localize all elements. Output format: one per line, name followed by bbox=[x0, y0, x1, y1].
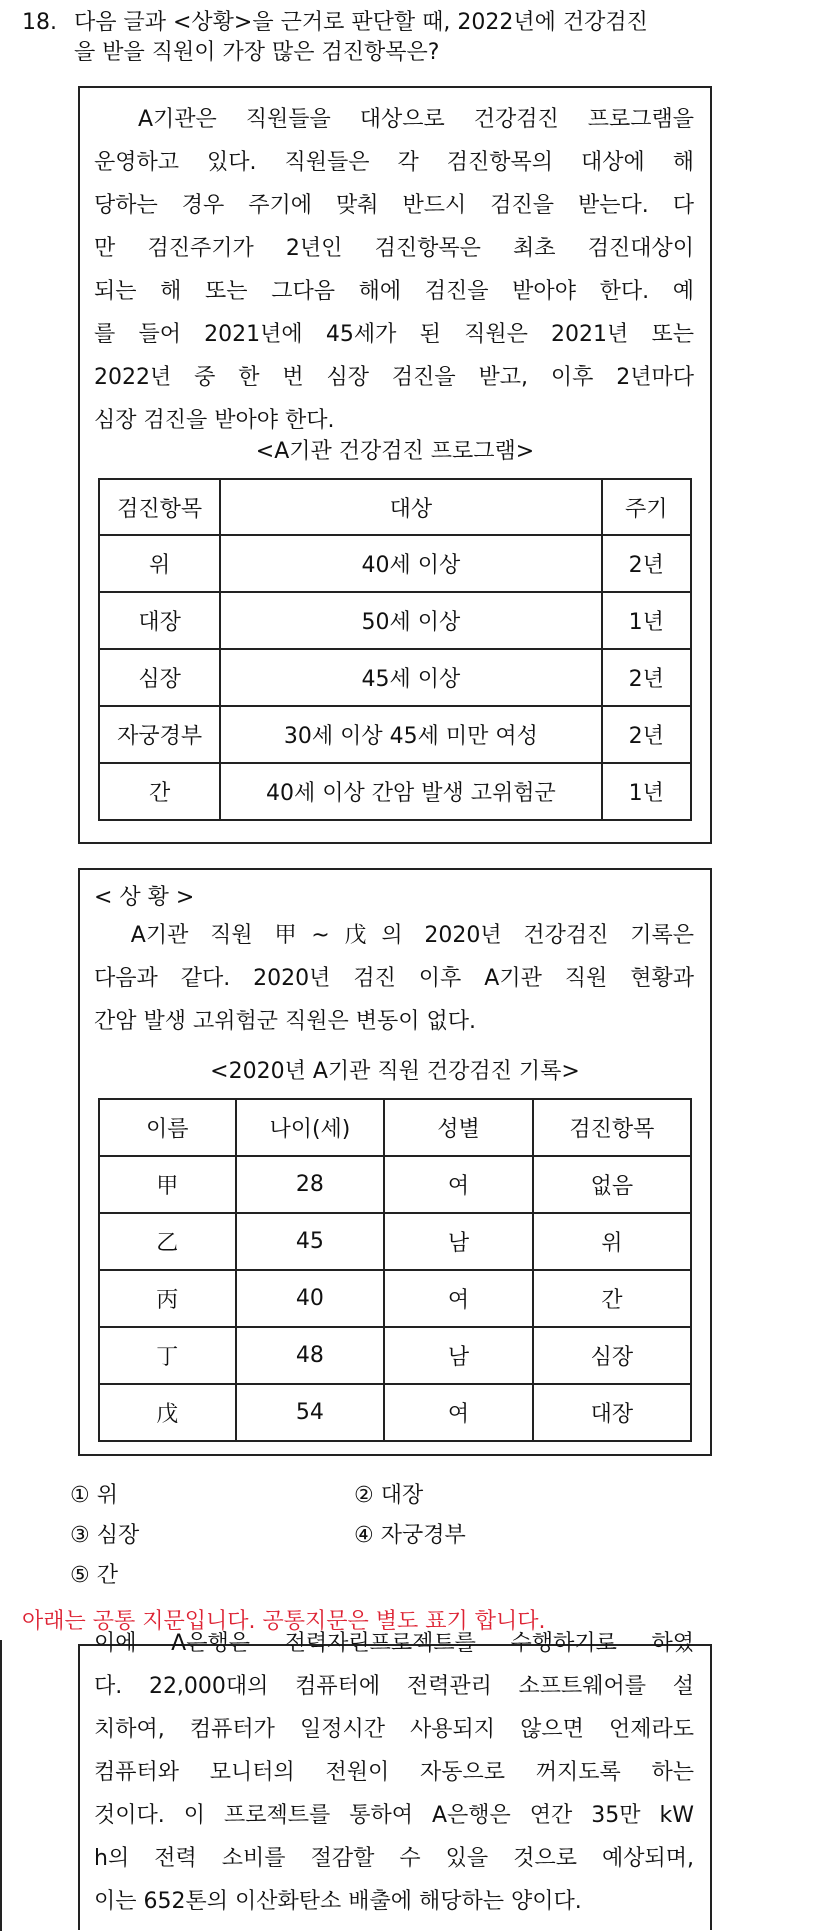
table-header-cell: 검진항목 bbox=[533, 1099, 691, 1156]
table-cell: 50세 이상 bbox=[220, 592, 601, 649]
choice-4[interactable]: ④ 자궁경부 bbox=[354, 1523, 466, 1548]
choice-1[interactable]: ① 위 bbox=[70, 1483, 118, 1508]
table-row bbox=[99, 1156, 691, 1213]
table-header-cell: 대상 bbox=[220, 479, 601, 535]
left-border-line bbox=[0, 1640, 2, 1931]
table-cell: 1년 bbox=[602, 592, 692, 649]
question-line-1: 다음 글과 <상황>을 근거로 판단할 때, 2022년에 건강검진 bbox=[74, 10, 648, 35]
common-passage-line: h의 전력 소비를 절감할 수 있을 것으로 예상되며, bbox=[94, 1846, 694, 1871]
table-cell: 30세 이상 45세 미만 여성 bbox=[220, 706, 601, 763]
table-cell: 위 bbox=[533, 1213, 691, 1270]
passage-line: 심장 검진을 받아야 한다. bbox=[94, 408, 335, 433]
table-cell: 乙 bbox=[99, 1213, 236, 1270]
common-passage-line: 컴퓨터와 모니터의 전원이 자동으로 꺼지도록 하는 bbox=[94, 1760, 694, 1785]
table-row bbox=[99, 592, 691, 649]
table-row bbox=[99, 1213, 691, 1270]
table-cell: 간 bbox=[533, 1270, 691, 1327]
table-cell: 戊 bbox=[99, 1384, 236, 1441]
record-table bbox=[98, 1098, 692, 1442]
passage-line: 되는 해 또는 그다음 해에 검진을 받아야 한다. 예 bbox=[94, 279, 694, 304]
table-cell: 45세 이상 bbox=[220, 649, 601, 706]
table-cell: 대장 bbox=[99, 592, 220, 649]
table-cell: 40세 이상 bbox=[220, 535, 601, 592]
question-line-2: 을 받을 직원이 가장 많은 검진항목은? bbox=[74, 40, 440, 65]
passage-line: 운영하고 있다. 직원들은 각 검진항목의 대상에 해 bbox=[94, 150, 694, 175]
table-header-row bbox=[99, 479, 691, 535]
common-passage-line: 치하여, 컴퓨터가 일정시간 사용되지 않으면 언제라도 bbox=[94, 1717, 694, 1742]
table-cell: 45 bbox=[236, 1213, 385, 1270]
choice-5[interactable]: ⑤ 간 bbox=[70, 1563, 118, 1588]
table-cell: 甲 bbox=[99, 1156, 236, 1213]
table-cell: 2년 bbox=[602, 535, 692, 592]
table-row bbox=[99, 649, 691, 706]
program-table bbox=[98, 478, 692, 821]
common-passage-box bbox=[78, 1631, 712, 1930]
record-table-caption: <2020년 A기관 직원 건강검진 기록> bbox=[210, 1059, 580, 1084]
passage-box bbox=[78, 86, 712, 844]
situation-line: 다음과 같다. 2020년 검진 이후 A기관 직원 현황과 bbox=[94, 966, 694, 991]
passage-text bbox=[94, 98, 694, 442]
table-cell: 위 bbox=[99, 535, 220, 592]
table-row bbox=[99, 535, 691, 592]
table-cell: 남 bbox=[384, 1327, 532, 1384]
table-row bbox=[99, 1384, 691, 1441]
passage-line: 2022년 중 한 번 심장 검진을 받고, 이후 2년마다 bbox=[94, 365, 694, 390]
table-row bbox=[99, 763, 691, 820]
table-cell: 여 bbox=[384, 1270, 532, 1327]
table-cell: 28 bbox=[236, 1156, 385, 1213]
table-row bbox=[99, 1270, 691, 1327]
common-passage-line: 이에 A은행은 전력자린프로젝트를 수행하기로 하였 bbox=[94, 1631, 694, 1656]
table-cell: 1년 bbox=[602, 763, 692, 820]
table-cell: 48 bbox=[236, 1327, 385, 1384]
table-cell: 2년 bbox=[602, 649, 692, 706]
table-cell: 심장 bbox=[533, 1327, 691, 1384]
situation-line: A기관 직원 甲~戊의 2020년 건강검진 기록은 bbox=[94, 923, 694, 948]
table-cell: 대장 bbox=[533, 1384, 691, 1441]
passage-line: 를 들어 2021년에 45세가 된 직원은 2021년 또는 bbox=[94, 322, 694, 347]
situation-box bbox=[78, 868, 712, 1456]
situation-text bbox=[94, 914, 694, 1043]
table-cell: 54 bbox=[236, 1384, 385, 1441]
passage-line: A기관은 직원들을 대상으로 건강검진 프로그램을 bbox=[94, 107, 694, 132]
passage-line: 만 검진주기가 2년인 검진항목은 최초 검진대상이 bbox=[94, 236, 694, 261]
common-passage-text bbox=[94, 1622, 694, 1923]
table-header-cell: 성별 bbox=[384, 1099, 532, 1156]
table-cell: 2년 bbox=[602, 706, 692, 763]
table-cell: 40 bbox=[236, 1270, 385, 1327]
table-row bbox=[99, 1327, 691, 1384]
table-row bbox=[99, 706, 691, 763]
common-passage-notice: 아래는 공통 지문입니다. 공통지문은 별도 표기 합니다. bbox=[22, 1609, 546, 1634]
table-cell: 심장 bbox=[99, 649, 220, 706]
choice-2[interactable]: ② 대장 bbox=[354, 1483, 424, 1508]
situation-heading: < 상 황 > bbox=[94, 885, 195, 910]
table-cell: 남 bbox=[384, 1213, 532, 1270]
question-text bbox=[74, 8, 794, 68]
table-header-cell: 이름 bbox=[99, 1099, 236, 1156]
question-number: 18. bbox=[22, 10, 57, 35]
table-cell: 여 bbox=[384, 1156, 532, 1213]
table-header-cell: 주기 bbox=[602, 479, 692, 535]
table-cell: 자궁경부 bbox=[99, 706, 220, 763]
table-cell: 없음 bbox=[533, 1156, 691, 1213]
passage-line: 당하는 경우 주기에 맞춰 반드시 검진을 받는다. 다 bbox=[94, 193, 694, 218]
table-header-cell: 나이(세) bbox=[236, 1099, 385, 1156]
program-table-caption: <A기관 건강검진 프로그램> bbox=[255, 439, 535, 464]
table-cell: 간 bbox=[99, 763, 220, 820]
common-passage-line: 다. 22,000대의 컴퓨터에 전력관리 소프트웨어를 설 bbox=[94, 1674, 694, 1699]
table-cell: 여 bbox=[384, 1384, 532, 1441]
table-header-cell: 검진항목 bbox=[99, 479, 220, 535]
situation-line: 간암 발생 고위험군 직원은 변동이 없다. bbox=[94, 1009, 476, 1034]
table-header-row bbox=[99, 1099, 691, 1156]
choice-3[interactable]: ③ 심장 bbox=[70, 1523, 140, 1548]
table-cell: 丁 bbox=[99, 1327, 236, 1384]
table-cell: 40세 이상 간암 발생 고위험군 bbox=[220, 763, 601, 820]
common-passage-line: 것이다. 이 프로젝트를 통하여 A은행은 연간 35만 kW bbox=[94, 1803, 694, 1828]
table-cell: 丙 bbox=[99, 1270, 236, 1327]
common-passage-line: 이는 652톤의 이산화탄소 배출에 해당하는 양이다. bbox=[94, 1889, 582, 1914]
